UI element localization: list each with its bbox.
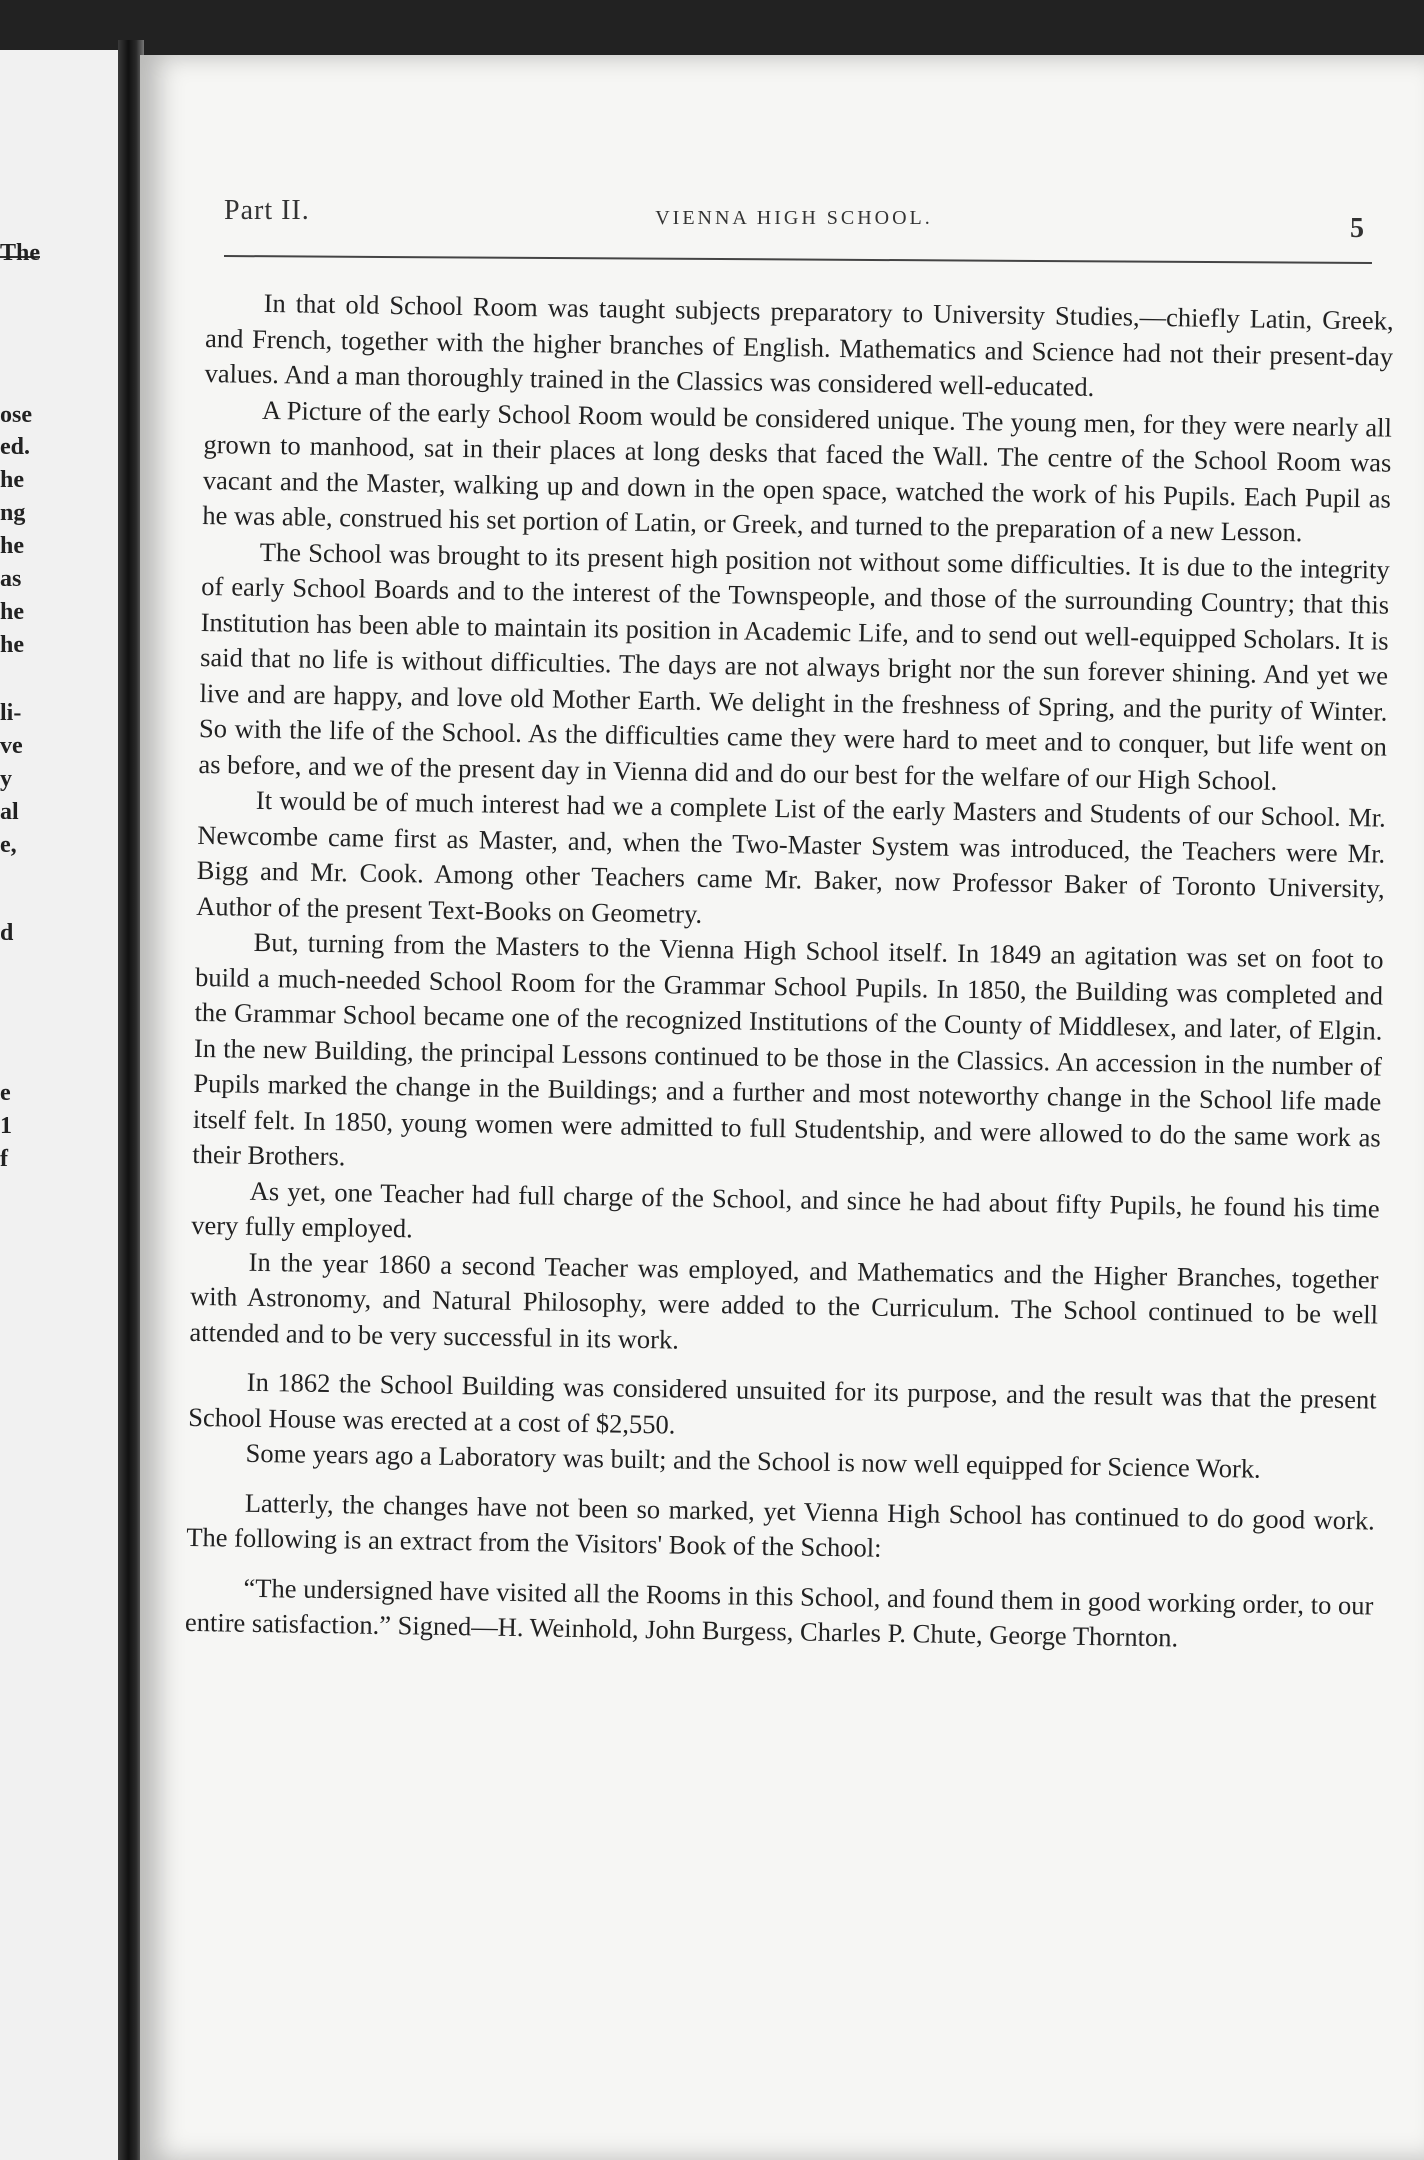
paragraph: But, turning from the Masters to the Vienna High School itself. In 1849 an agitation was set on foot to build a much-needed School Room for the Grammar School Pupils. In 1850, the Building was completed and the Grammar School became one of the recognized Institutions of the County of Middlesex, and later, of Elgin. In the new Building, the principal Lessons continued to be those in the Classics. An accession in the number of Pupils marked the change in the Buildings; and a further and most noteworthy change in the School life made itself felt. In 1850, young women were admitted to full Studentship, and were allowed to do the same work as their Brothers.: [192, 926, 1384, 1172]
previous-page-fragment: he: [0, 599, 24, 625]
paragraph: In the year 1860 a second Teacher was employed, and Mathematics and the Higher Branches, together with Astronomy, and Natural Philosophy, were added to the Curriculum. The School continued to be well attended and to be very successful in its work.: [189, 1246, 1379, 1355]
running-title: VIENNA HIGH SCHOOL.: [655, 207, 933, 229]
paragraph: In 1862 the School Building was considered unsuited for its purpose, and the result was that the present School House was erected at a cost of $2,550.: [187, 1366, 1377, 1440]
previous-page-fragment: he: [0, 632, 24, 658]
previous-page-fragment: ed.: [0, 434, 30, 460]
part-label: Part II.: [224, 195, 310, 226]
page-number: 5: [1350, 213, 1364, 244]
previous-page-fragment: ose: [0, 402, 32, 428]
paragraph: It would be of much interest had we a complete List of the early Masters and Students of our School. Mr. Newcombe came first as Master, and, when the Two-Master System was introduced, the Teachers were Mr. Bigg and Mr. Cook. Among other Teachers came Mr. Baker, now Professor Baker of Toronto University, Author of the present Text-Books on Geometry.: [196, 784, 1387, 929]
paragraph: Latterly, the changes have not been so marked, yet Vienna High School has continued to do good work. The following is an extract from the Visitors' Book of the School:: [186, 1487, 1375, 1563]
previous-page-fragment: e,: [0, 832, 17, 858]
body-text: [185, 285, 1394, 1659]
previous-page-fragment: ng: [0, 500, 26, 526]
paragraph: The School was brought to its present high position not without some difficulties. It is due to the integrity of early School Boards and to the interest of the Townspeople, and those of the surrounding Country; that this Institution has been able to maintain its position in Academic Life, and to send out well-equipped Scholars. It is said that no life is without difficulties. The days are not always bright nor the sun forever shining. And yet we live and are happy, and love old Mother Earth. We delight in the freshness of Spring, and the purity of Winter. So with the life of the School. As the difficulties came they were hard to meet and to conquer, but life went on as before, and we of the present day in Vienna did and do our best for the welfare of our High School.: [198, 536, 1390, 796]
paragraph: In that old School Room was taught subjects preparatory to University Studies,—chiefly Latin, Greek, and French, together with the higher branches of English. Mathematics and Science had not their present-day values. And a man thoroughly trained in the Classics was considered well-educated.: [204, 287, 1394, 402]
previous-page-fragment: as: [0, 566, 22, 592]
previous-page-fragment: d: [0, 920, 14, 946]
previous-page-fragment: li-: [0, 700, 22, 726]
previous-page-fragment: e: [0, 1080, 11, 1106]
header-rule: [224, 255, 1372, 264]
previous-page-fragment: al: [0, 799, 19, 825]
paragraph: As yet, one Teacher had full charge of the School, and since he had about fifty Pupils, he found his time very fully employed.: [190, 1175, 1380, 1244]
previous-page-fragment: 1: [0, 1113, 12, 1139]
previous-page-fragment: he: [0, 467, 24, 493]
previous-page-fragment: ve: [0, 733, 23, 759]
paragraph: Some years ago a Laboratory was built; and the School is now well equipped for Science Work.: [245, 1437, 1261, 1484]
paragraph: A Picture of the early School Room would be considered unique. The young men, for they were nearly all grown to manhood, sat in their places at long desks that faced the Wall. The centre of the School Room was vacant and the Master, walking up and down in the open space, watched the work of his Pupils. Each Pupil as he was able, construed his set portion of Latin, or Greek, and turned to the preparation of a new Lesson.: [202, 394, 1393, 548]
previous-page-edge: [0, 50, 120, 2160]
previous-page-fragment: f: [0, 1146, 8, 1172]
book-page: [140, 55, 1424, 2160]
previous-page-fragment: he: [0, 533, 24, 559]
running-header: [224, 195, 1364, 244]
previous-page-fragment: The: [0, 240, 41, 266]
quoted-paragraph: “The undersigned have visited all the Rooms in this School, and found them in good working order, to our entire satisfaction.” Signed—H. Weinhold, John Burgess, Charles P. Chute, George Thornton.: [184, 1572, 1374, 1653]
previous-page-fragment: y: [0, 766, 12, 792]
